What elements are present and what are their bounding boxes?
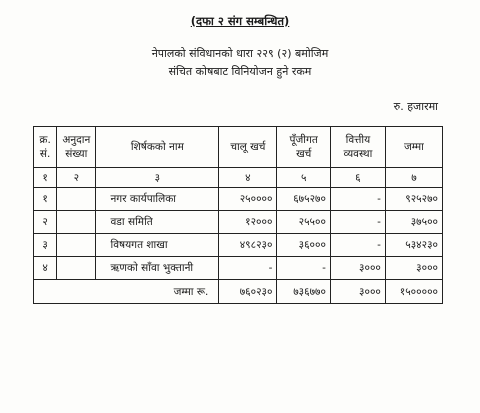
cell-capital: ६७५२७०	[277, 188, 331, 211]
cell-sn: ३	[34, 234, 57, 257]
total-amount: १५०००००	[385, 280, 442, 304]
cell-total: ३७५००	[385, 211, 442, 234]
cell-financing: -	[330, 188, 385, 211]
cell-recurrent: १२०००	[219, 211, 277, 234]
header-financing: वित्तीय व्यवस्था	[330, 127, 385, 168]
header-capital: पूँजीगत खर्च	[277, 127, 331, 168]
cell-total: ३०००	[385, 257, 442, 280]
cell-total: ९२५२७०	[385, 188, 442, 211]
header-recurrent: चालू खर्च	[219, 127, 277, 168]
header-grant-no: अनुदान संख्या	[57, 127, 96, 168]
cell-grant-no	[57, 234, 96, 257]
cell-title: नगर कार्यपालिका	[96, 188, 219, 211]
table-row	[34, 234, 443, 257]
cell-capital: -	[277, 257, 331, 280]
cell-sn: ४	[34, 257, 57, 280]
total-recurrent: ७६०२३०	[219, 280, 277, 304]
column-number: ३	[96, 168, 219, 188]
cell-title: विषयगत शाखा	[96, 234, 219, 257]
cell-sn: २	[34, 211, 57, 234]
total-row	[34, 280, 443, 304]
cell-grant-no	[57, 188, 96, 211]
unit-label: रु. हजारमा	[393, 100, 438, 113]
table-row	[34, 257, 443, 280]
column-number: ७	[385, 168, 442, 188]
column-number: १	[34, 168, 57, 188]
header-total: जम्मा	[385, 127, 442, 168]
total-label: जम्मा रू.	[34, 280, 219, 304]
cell-sn: १	[34, 188, 57, 211]
column-number: २	[57, 168, 96, 188]
header-row	[34, 127, 443, 168]
column-number: ६	[330, 168, 385, 188]
cell-capital: २५५००	[277, 211, 331, 234]
column-number-row	[34, 168, 443, 188]
cell-recurrent: -	[219, 257, 277, 280]
subtitle-line-2: संचित कोषबाट विनियोजन हुने रकम	[168, 65, 312, 78]
document-heading	[0, 14, 480, 29]
cell-title: ऋणको साँवा भुक्तानी	[96, 257, 219, 280]
cell-grant-no	[57, 257, 96, 280]
column-number: ४	[219, 168, 277, 188]
cell-recurrent: ४९८२३०	[219, 234, 277, 257]
cell-recurrent: २५००००	[219, 188, 277, 211]
appropriation-table	[33, 126, 443, 304]
heading-text: (दफा २ संग सम्बन्धित)	[190, 14, 290, 28]
subtitle-line-1: नेपालको संविधानको धारा २२९ (२) बमोजिम	[151, 47, 329, 60]
cell-financing: -	[330, 211, 385, 234]
table-row	[34, 211, 443, 234]
cell-financing: -	[330, 234, 385, 257]
header-sn: क्र. सं.	[34, 127, 57, 168]
total-financing: ३०००	[330, 280, 385, 304]
total-capital: ७३६७७०	[277, 280, 331, 304]
cell-financing: ३०००	[330, 257, 385, 280]
cell-total: ५३४२३०	[385, 234, 442, 257]
cell-title: वडा समिति	[96, 211, 219, 234]
cell-grant-no	[57, 211, 96, 234]
cell-capital: ३६०००	[277, 234, 331, 257]
header-title: शिर्षकको नाम	[96, 127, 219, 168]
table-row	[34, 188, 443, 211]
column-number: ५	[277, 168, 331, 188]
